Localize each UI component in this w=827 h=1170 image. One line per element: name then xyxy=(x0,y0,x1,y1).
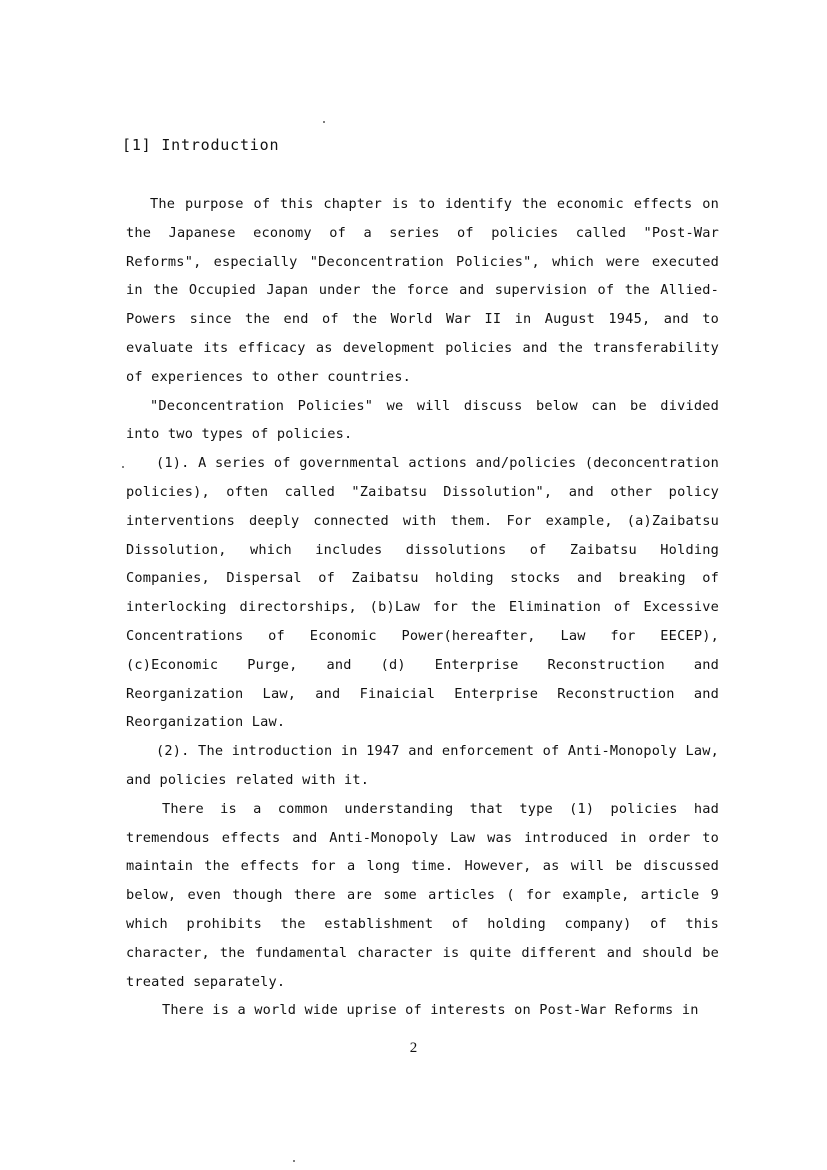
scan-speck xyxy=(293,1160,295,1162)
section-heading: [1] Introduction xyxy=(122,136,280,154)
scan-speck xyxy=(122,466,124,468)
page-number: 2 xyxy=(409,1040,418,1056)
paragraph-common-understanding: There is a common understanding that type (1) policies had tremendous effects and Anti-Monopoly Law was introduced in order to maintain the effects for a long time. However, as will be discussed below, even though there are some articles ( for example, article 9 which prohibits the establishment of holding company) of this character, the fundamental character is quite different and should be treated separately. xyxy=(126,800,719,990)
scan-speck xyxy=(323,121,325,123)
paragraph-type-1: (1). A series of governmental actions and/policies (deconcentration policies), often called "Zaibatsu Dissolution", and other policy interventions deeply connected with them. For example, (a)Zaibatsu Dissolution, which includes dissolutions of Zaibatsu Holding Companies, Dispersal of Zaibatsu holding stocks and breaking of interlocking directorships, (b)Law for the Elimination of Excessive Concentrations of Economic Power(hereafter, Law for EECEP), (c)Economic Purge, and (d) Enterprise Reconstruction and Reorganization Law, and Finaicial Enterprise Reconstruction and Reorganization Law. xyxy=(126,455,719,731)
paragraph-type-2: (2). The introduction in 1947 and enforcement of Anti-Monopoly Law, and policies related with it. xyxy=(126,743,719,788)
paragraph-purpose: The purpose of this chapter is to identify the economic effects on the Japanese economy of a series of policies called "Post-War Reforms", especially "Deconcentration Policies", which were executed in the Occupied Japan under the force and supervision of the Allied-Powers since the end of the World War II in August 1945, and to evaluate its efficacy as development policies and the transferability of experiences to other countries. xyxy=(126,196,719,385)
paragraph-policy-types: "Deconcentration Policies" we will discuss below can be divided into two types of policies. xyxy=(126,397,719,443)
paragraph-world-interest: There is a world wide uprise of interests on Post-War Reforms in xyxy=(162,1002,699,1019)
body-text xyxy=(126,190,719,1025)
